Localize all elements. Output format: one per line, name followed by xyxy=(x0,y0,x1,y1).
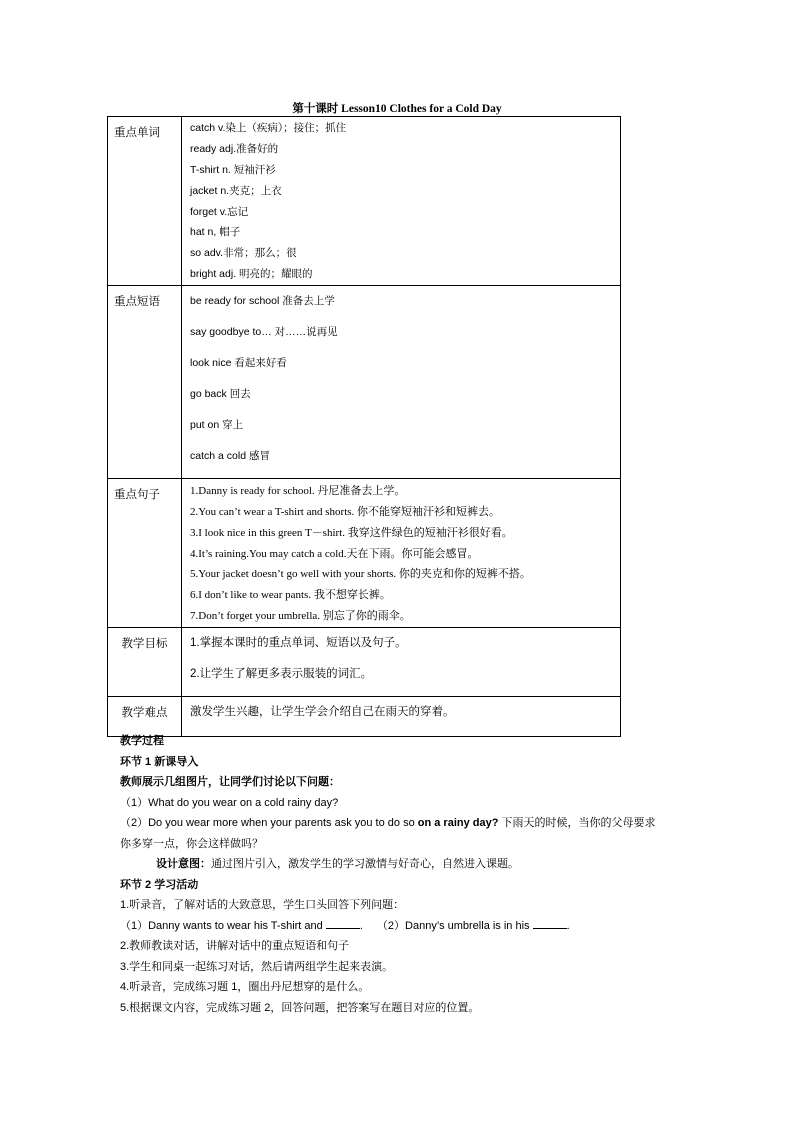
step1-intro: 教师展示几组图片，让同学们讨论以下问题： xyxy=(120,776,340,788)
activity-3: 3.学生和同桌一起练习对话，然后请两组学生起来表演。 xyxy=(120,960,394,973)
phrases-label: 重点短语 xyxy=(114,296,160,309)
vocab-item: ready adj.准备好的 xyxy=(190,142,279,155)
step2-title: 环节 2 学习活动 xyxy=(120,878,199,891)
question-2-part-b: on a rainy day? xyxy=(417,817,499,829)
phrases-content-cell xyxy=(182,286,621,479)
vocab-label-cell xyxy=(108,117,182,286)
page-title: 第十课时 Lesson10 Clothes for a Cold Day xyxy=(292,103,502,115)
activity-1-question-2: （2）Danny’s umbrella is in his xyxy=(376,919,533,932)
phrase-item: say goodbye to… 对……说再见 xyxy=(190,326,338,339)
goals-label-cell xyxy=(108,627,182,696)
vocab-item: forget v.忘记 xyxy=(190,205,249,218)
question-2 xyxy=(120,813,710,834)
vocab-content-cell xyxy=(182,117,621,286)
goals-label: 教学目标 xyxy=(121,637,168,650)
question-1: （1）What do you wear on a cold rainy day? xyxy=(120,796,339,809)
question-2-part-c: 下雨天的时候，当你的父母要求 xyxy=(498,817,656,829)
activity-1-questions: （1）Danny wants to wear his T-shirt and . （2）Danny’s umbrella is in his . xyxy=(120,916,710,937)
phrase-item: look nice 看起来好看 xyxy=(190,357,287,370)
goal-item: 1.掌握本课时的重点单词、短语以及句子。 xyxy=(190,636,407,649)
vocab-item: catch v.染上（疾病）；接住；抓住 xyxy=(190,122,347,134)
activity-2: 2.教师教读对话，讲解对话中的重点短语和句子 xyxy=(120,940,350,952)
question-2-part-a: （2）Do you wear more when your parents ask you to do so xyxy=(120,817,418,829)
design-intent-label: 设计意图： xyxy=(156,858,211,870)
vocab-item: bright adj. 明亮的；耀眼的 xyxy=(190,268,313,281)
question-2-continued: 你多穿一点，你会这样做吗？ xyxy=(120,837,263,850)
sentence-item: 7.Don’t forget your umbrella. 别忘了你的雨伞。 xyxy=(190,609,411,622)
vocab-item: so adv.非常；那么；很 xyxy=(190,247,297,260)
design-intent-text: 通过图片引入，激发学生的学习激情与好奇心，自然进入课题。 xyxy=(211,858,519,870)
sentence-item: 6.I don’t like to wear pants. 我不想穿长裤。 xyxy=(190,589,391,602)
sentences-content-cell xyxy=(182,479,621,628)
step1-title: 环节 1 新课导入 xyxy=(120,755,199,768)
sentence-item: 2.You can’t wear a T-shirt and shorts. 你不能穿短袖汗衫和短裤去。 xyxy=(190,505,501,518)
goals-row xyxy=(108,627,621,696)
phrase-item: be ready for school 准备去上学 xyxy=(190,295,335,308)
answer-blank xyxy=(326,917,360,929)
teaching-process xyxy=(120,731,710,1018)
phrases-row xyxy=(108,286,621,479)
lesson-table xyxy=(107,116,621,737)
answer-blank xyxy=(533,917,567,929)
sentence-item: 3.I look nice in this green T－shirt. 我穿这件绿色的短袖汗衫很好看。 xyxy=(190,526,513,539)
sentences-label-cell xyxy=(108,479,182,628)
sentence-item: 4.It’s raining.You may catch a cold.天在下雨。你可能会感冒。 xyxy=(190,547,479,560)
activity-5: 5.根据课文内容，完成练习题 2，回答问题，把答案写在题目对应的位置。 xyxy=(120,1001,480,1014)
activity-1-question-1: （1）Danny wants to wear his T-shirt and xyxy=(120,919,326,932)
sentence-item: 5.Your jacket doesn’t go well with your shorts. 你的夹克和你的短裤不搭。 xyxy=(190,568,531,581)
vocab-row xyxy=(108,117,621,286)
goals-content-cell xyxy=(182,627,621,696)
activity-4: 4.听录音，完成练习题 1，圈出丹尼想穿的是什么。 xyxy=(120,981,370,993)
difficulty-label: 教学难点 xyxy=(121,706,168,719)
phrases-label-cell xyxy=(108,286,182,479)
goal-item: 2.让学生了解更多表示服装的词汇。 xyxy=(190,667,373,680)
sentences-label: 重点句子 xyxy=(114,489,160,502)
process-heading: 教学过程 xyxy=(120,735,164,747)
vocab-item: jacket n.夹克；上衣 xyxy=(190,184,282,197)
vocab-label: 重点单词 xyxy=(114,127,160,139)
activity-1: 1.听录音，了解对话的大致意思，学生口头回答下列问题： xyxy=(120,899,405,911)
phrase-item: put on 穿上 xyxy=(190,419,244,432)
phrase-item: catch a cold 感冒 xyxy=(190,450,270,463)
sentences-row xyxy=(108,479,621,628)
design-intent xyxy=(120,854,710,875)
vocab-item: hat n, 帽子 xyxy=(190,226,241,239)
vocab-item: T-shirt n. 短袖汗衫 xyxy=(190,163,276,176)
phrase-item: go back 回去 xyxy=(190,388,251,401)
difficulty-text: 激发学生兴趣，让学生学会介绍自己在雨天的穿着。 xyxy=(190,705,455,718)
sentence-item: 1.Danny is ready for school. 丹尼准备去上学。 xyxy=(190,485,406,498)
